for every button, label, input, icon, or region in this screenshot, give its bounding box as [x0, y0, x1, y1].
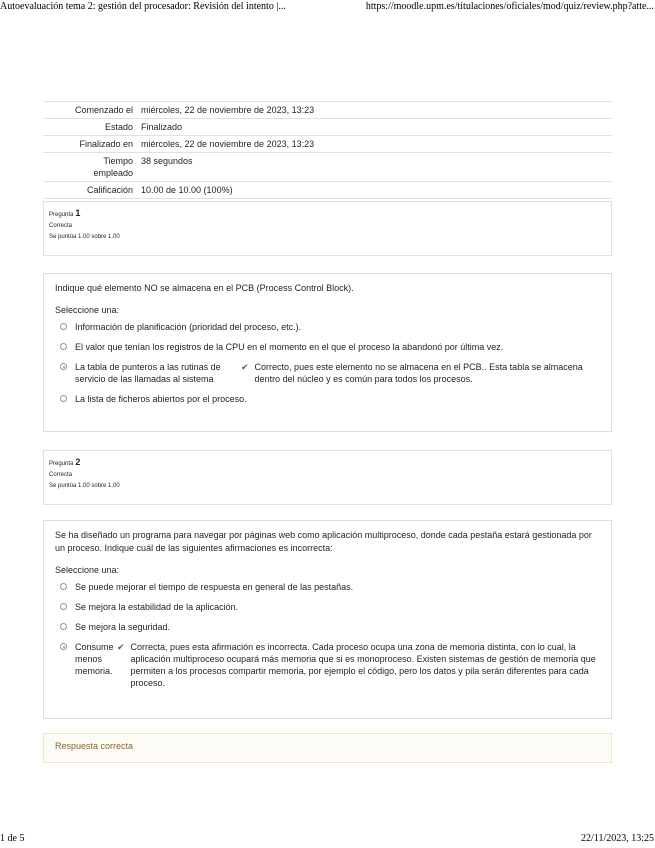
summary-label: Finalizado en: [43, 136, 137, 153]
answer-option[interactable]: [55, 393, 600, 405]
radio-button[interactable]: [60, 603, 67, 610]
question-state: Correcta: [49, 223, 73, 229]
question-1-content: [43, 273, 612, 432]
print-page-number: 1 de 5: [0, 833, 25, 844]
print-page-url: https://moodle.upm.es/titulaciones/oficiales/mod/quiz/review.php?atte...: [365, 1, 654, 12]
question-number: 2: [75, 457, 81, 467]
summary-label: Comenzado el: [43, 102, 137, 119]
summary-row: [43, 119, 612, 136]
radio-button-checked[interactable]: [60, 363, 67, 370]
print-header: [0, 1, 655, 15]
answer-option-text: La lista de ficheros abiertos por el proceso.: [75, 394, 247, 404]
radio-button[interactable]: [60, 323, 67, 330]
question-outcome: [43, 733, 612, 763]
correct-check-icon: ✔: [117, 642, 125, 652]
answer-option[interactable]: [55, 321, 600, 333]
summary-row: [43, 182, 612, 199]
radio-button-checked[interactable]: [60, 643, 67, 650]
answer-option[interactable]: [55, 581, 600, 593]
summary-row: [43, 102, 612, 119]
summary-label: Estado: [43, 119, 137, 136]
question-text: Indique qué elemento NO se almacena en el PCB (Process Control Block).: [55, 283, 354, 293]
correct-check-icon: ✔: [241, 362, 249, 372]
answer-option-text: Se mejora la estabilidad de la aplicación.: [75, 602, 239, 612]
question-grade: Se puntúa 1.00 sobre 1.00: [49, 483, 120, 489]
attempt-summary-table: [43, 101, 612, 199]
question-1-info: [43, 201, 612, 256]
summary-value: Finalizado: [137, 119, 612, 136]
answer-option-selected[interactable]: [55, 361, 600, 385]
question-2-content: [43, 520, 612, 719]
question-text: Se ha diseñado un programa para navegar por páginas web como aplicación multiproceso, donde cada pestaña estará gestionada por un proceso. Indique cuál de las siguientes afirmaciones es incorrecta:: [55, 530, 592, 553]
summary-value: miércoles, 22 de noviembre de 2023, 13:23: [137, 102, 612, 119]
answer-feedback: Correcto, pues este elemento no se almacena en el PCB.. Esta tabla se almacena dentro del núcleo y es común para todos los procesos.: [254, 362, 583, 384]
print-page-title: Autoevaluación tema 2: gestión del procesador: Revisión del intento |...: [0, 1, 286, 12]
question-label: Pregunta: [49, 212, 74, 218]
radio-button[interactable]: [60, 623, 67, 630]
select-prompt: Seleccione una:: [55, 565, 120, 575]
summary-row: [43, 136, 612, 153]
radio-button[interactable]: [60, 395, 67, 402]
answer-option[interactable]: [55, 601, 600, 613]
summary-row: [43, 153, 612, 182]
answer-option-text: La tabla de punteros a las rutinas de servicio de las llamadas al sistema: [75, 362, 221, 384]
question-label: Pregunta: [49, 461, 74, 467]
answer-option[interactable]: [55, 621, 600, 633]
outcome-text: Respuesta correcta: [55, 741, 134, 751]
summary-value: 10.00 de 10.00 (100%): [137, 182, 612, 199]
answer-option[interactable]: [55, 341, 600, 353]
answer-option-text: El valor que tenían los registros de la CPU en el momento en el que el proceso la abandonó por última vez.: [75, 342, 504, 352]
summary-label: Calificación: [43, 182, 137, 199]
summary-value: 38 segundos: [137, 153, 612, 182]
print-footer: [0, 833, 655, 847]
question-number: 1: [75, 208, 81, 218]
answer-option-selected[interactable]: [55, 641, 600, 689]
answer-option-text: Se puede mejorar el tiempo de respuesta en general de las pestañas.: [75, 582, 354, 592]
radio-button[interactable]: [60, 583, 67, 590]
radio-button[interactable]: [60, 343, 67, 350]
select-prompt: Seleccione una:: [55, 305, 120, 315]
answer-option-text: Consume menos memoria.: [75, 642, 114, 676]
summary-label: Tiempo empleado: [43, 153, 137, 182]
print-datetime: 22/11/2023, 13:25: [581, 833, 654, 844]
question-state: Correcta: [49, 472, 73, 478]
answer-option-text: Información de planificación (prioridad del proceso, etc.).: [75, 322, 302, 332]
answer-feedback: Correcta, pues esta afirmación es incorrecta. Cada proceso ocupa una zona de memoria distinta, con lo cual, la aplicación multiproceso ocupará más memoria que si es monoproceso. Existen sistemas de gestión de memoria que permiten a los procesos compartir memoria, por ejemplo el código, pero los datos y pila serán diferentes para cada proceso.: [130, 642, 596, 688]
question-2-info: [43, 450, 612, 505]
summary-value: miércoles, 22 de noviembre de 2023, 13:23: [137, 136, 612, 153]
question-grade: Se puntúa 1.00 sobre 1.00: [49, 234, 120, 240]
answer-option-text: Se mejora la seguridad.: [75, 622, 171, 632]
